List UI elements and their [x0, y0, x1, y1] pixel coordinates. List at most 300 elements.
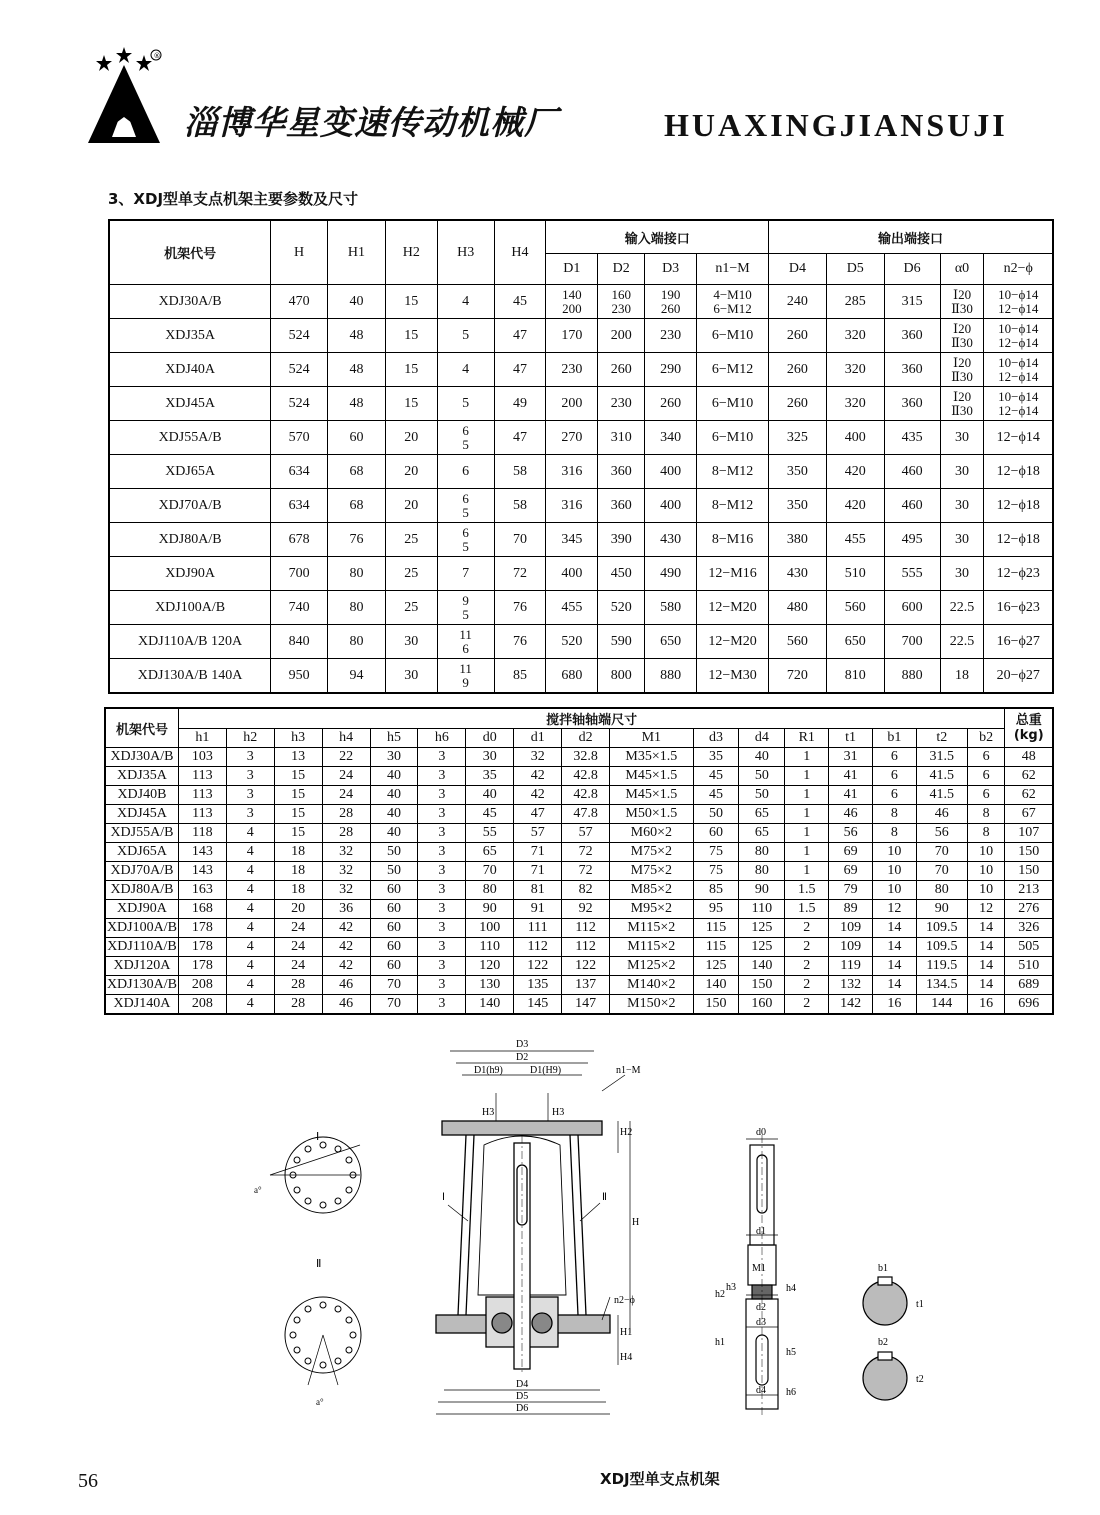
table-cell: 140 200 [546, 285, 598, 319]
table-cell: 3 [418, 767, 466, 786]
svg-text:H3: H3 [552, 1107, 565, 1118]
table-cell: 325 [768, 421, 826, 455]
table-cell: 460 [884, 489, 940, 523]
frame-code-cell: XDJ55A/B [105, 824, 178, 843]
table-cell: 140 [466, 995, 514, 1015]
table-cell: 168 [178, 900, 226, 919]
table-cell: 55 [466, 824, 514, 843]
table-cell: 430 [645, 523, 697, 557]
table-cell: 680 [546, 659, 598, 694]
frame-code-cell: XDJ110A/B [105, 938, 178, 957]
flange-view-I [254, 1131, 361, 1213]
table-cell: 115 [693, 919, 739, 938]
table-cell: 3 [418, 748, 466, 767]
table-cell: 880 [884, 659, 940, 694]
table-cell: 15 [274, 767, 322, 786]
svg-text:H4: H4 [620, 1352, 633, 1363]
bolt-hole [335, 1146, 341, 1152]
table-cell: 85 [693, 881, 739, 900]
table-cell: 56 [916, 824, 967, 843]
table-cell: 12−ϕ23 [984, 557, 1053, 591]
table-cell: 178 [178, 957, 226, 976]
table-cell: 112 [514, 938, 562, 957]
table-cell: Ⅰ20 Ⅱ30 [940, 353, 984, 387]
frame-params-table [108, 219, 1054, 694]
table-cell: 14 [873, 938, 917, 957]
table-cell: 32.8 [562, 748, 610, 767]
table-cell: 45 [693, 786, 739, 805]
table-cell: 720 [768, 659, 826, 694]
table-cell: 6 [873, 786, 917, 805]
table-cell: 4 [226, 843, 274, 862]
header2-weight: 总重 (kg) [1005, 708, 1053, 748]
bolt-hole [320, 1142, 326, 1148]
svg-text:M1: M1 [752, 1263, 766, 1274]
table-cell: 11 9 [437, 659, 494, 694]
header-n2phi: n2−ϕ [984, 254, 1053, 285]
table-cell: 147 [562, 995, 610, 1015]
table-cell: 12−ϕ14 [984, 421, 1053, 455]
table-cell: 16 [967, 995, 1005, 1015]
header-H4: H4 [494, 220, 546, 285]
svg-text:h5: h5 [786, 1347, 796, 1358]
table-cell: 122 [514, 957, 562, 976]
table-cell: 10−ϕ14 12−ϕ14 [984, 387, 1053, 421]
frame-code-cell: XDJ45A [109, 387, 271, 421]
table-cell: 42 [322, 957, 370, 976]
table-cell: 7 [437, 557, 494, 591]
table-cell: 109.5 [916, 938, 967, 957]
table-cell: 360 [884, 319, 940, 353]
header2-h5: h5 [370, 729, 418, 748]
figure-caption: XDJ型单支点机架 [600, 1470, 720, 1488]
header2-d1: d1 [514, 729, 562, 748]
table-cell: 22.5 [940, 625, 984, 659]
table-cell: 160 [739, 995, 785, 1015]
svg-text:d3: d3 [756, 1317, 766, 1328]
table-cell: 1.5 [785, 900, 829, 919]
frame-params-body [109, 285, 1053, 694]
table-row [109, 557, 1053, 591]
table-cell: 71 [514, 862, 562, 881]
table-cell: 30 [940, 455, 984, 489]
table-cell: 95 [693, 900, 739, 919]
table-cell: 380 [768, 523, 826, 557]
table-cell: 70 [370, 995, 418, 1015]
table-cell: 91 [514, 900, 562, 919]
table-cell: 12−ϕ18 [984, 523, 1053, 557]
table-cell: 48 [328, 387, 386, 421]
frame-code-cell: XDJ120A [105, 957, 178, 976]
table-cell: 178 [178, 938, 226, 957]
table-cell: 70 [466, 862, 514, 881]
table-cell: 24 [322, 767, 370, 786]
table-cell: 70 [370, 976, 418, 995]
table-cell: 72 [562, 862, 610, 881]
table-cell: M50×1.5 [610, 805, 694, 824]
table-cell: M140×2 [610, 976, 694, 995]
table-cell: 10 [967, 862, 1005, 881]
table-cell: 400 [826, 421, 884, 455]
svg-text:d4: d4 [756, 1385, 766, 1396]
svg-text:H3: H3 [482, 1107, 495, 1118]
table-cell: 65 [739, 805, 785, 824]
table-cell: 230 [645, 319, 697, 353]
table-cell: 40 [370, 767, 418, 786]
header-n1M: n1−M [697, 254, 769, 285]
table-cell: 42 [322, 919, 370, 938]
table-cell: 200 [598, 319, 645, 353]
table-cell: M115×2 [610, 919, 694, 938]
table-cell: 22.5 [940, 591, 984, 625]
table-cell: 700 [271, 557, 328, 591]
svg-text:D1(H9): D1(H9) [530, 1065, 562, 1076]
frame-code-cell: XDJ90A [105, 900, 178, 919]
table-cell: 3 [226, 805, 274, 824]
table-row [105, 748, 1053, 767]
table-cell: 2 [785, 957, 829, 976]
table-cell: 90 [916, 900, 967, 919]
table-row [109, 489, 1053, 523]
table-cell: 650 [645, 625, 697, 659]
table-cell: 810 [826, 659, 884, 694]
table-cell: 47 [494, 319, 546, 353]
table-cell: 3 [418, 900, 466, 919]
table-cell: 20 [385, 489, 437, 523]
table-cell: Ⅰ20 Ⅱ30 [940, 319, 984, 353]
section-title: 3、XDJ型单支点机架主要参数及尺寸 [108, 190, 359, 208]
table-cell: Ⅰ20 Ⅱ30 [940, 285, 984, 319]
table-cell: 2 [785, 976, 829, 995]
table-cell: 120 [466, 957, 514, 976]
table-cell: 60 [370, 900, 418, 919]
table-cell: 40 [370, 786, 418, 805]
table-cell: 4 [437, 353, 494, 387]
bolt-hole [346, 1317, 352, 1323]
header2-d0: d0 [466, 729, 514, 748]
table-cell: 16 [873, 995, 917, 1015]
bolt-hole [294, 1187, 300, 1193]
label-alpha-I: a° [254, 1185, 262, 1195]
table-row [105, 995, 1053, 1015]
svg-text:H: H [632, 1217, 640, 1228]
table-cell: 40 [466, 786, 514, 805]
table-cell: 32 [322, 843, 370, 862]
page-header [84, 45, 1064, 145]
table-cell: 10 [967, 881, 1005, 900]
header-D2: D2 [598, 254, 645, 285]
table-row [105, 957, 1053, 976]
table-cell: 4 [226, 900, 274, 919]
header-frame-code: 机架代号 [109, 220, 271, 285]
table-cell: 6 [873, 748, 917, 767]
table-cell: 135 [514, 976, 562, 995]
shaft-end-detail [746, 1135, 778, 1415]
svg-text:n2−ϕ: n2−ϕ [614, 1295, 635, 1306]
table-cell: 30 [940, 557, 984, 591]
table-cell: 4 [226, 881, 274, 900]
table-cell: 119.5 [916, 957, 967, 976]
table-cell: 18 [940, 659, 984, 694]
table-cell: 113 [178, 805, 226, 824]
table-cell: 132 [829, 976, 873, 995]
table-cell: 2 [785, 919, 829, 938]
table-cell: 260 [768, 353, 826, 387]
svg-text:®: ® [153, 52, 161, 60]
table-cell: 10 [873, 881, 917, 900]
table-row [109, 659, 1053, 694]
table-cell: 3 [418, 881, 466, 900]
table-cell: 80 [466, 881, 514, 900]
table-row [109, 455, 1053, 489]
table-cell: 524 [271, 387, 328, 421]
table-cell: 41.5 [916, 767, 967, 786]
table-cell: 107 [1005, 824, 1053, 843]
table-cell: 4−M10 6−M12 [697, 285, 769, 319]
table-cell: M125×2 [610, 957, 694, 976]
bolt-hole [294, 1347, 300, 1353]
frame-code-cell: XDJ40A [109, 353, 271, 387]
frame-code-cell: XDJ100A/B [109, 591, 271, 625]
table-row [105, 976, 1053, 995]
table-cell: 137 [562, 976, 610, 995]
table-cell: 90 [739, 881, 785, 900]
table-cell: 520 [598, 591, 645, 625]
table-cell: 80 [739, 843, 785, 862]
bolt-hole [346, 1347, 352, 1353]
table-cell: 316 [546, 455, 598, 489]
table-cell: 109 [829, 919, 873, 938]
header-H: H [271, 220, 328, 285]
table-cell: 47 [494, 421, 546, 455]
table-cell: 62 [1005, 786, 1053, 805]
table-cell: 5 [437, 319, 494, 353]
flange-view-II [285, 1258, 361, 1407]
table-cell: 950 [271, 659, 328, 694]
svg-text:b2: b2 [878, 1337, 888, 1348]
table-cell: 150 [739, 976, 785, 995]
table-cell: 3 [418, 995, 466, 1015]
table-cell: 3 [418, 805, 466, 824]
table-cell: 470 [271, 285, 328, 319]
table-cell: 118 [178, 824, 226, 843]
table-cell: 72 [494, 557, 546, 591]
table-cell: 42 [322, 938, 370, 957]
table-cell: 12−M30 [697, 659, 769, 694]
bolt-hole [320, 1302, 326, 1308]
table-cell: 320 [826, 387, 884, 421]
bolt-hole [294, 1317, 300, 1323]
table-cell: 9 5 [437, 591, 494, 625]
table-cell: 45 [466, 805, 514, 824]
table-cell: 76 [494, 625, 546, 659]
table-cell: 72 [562, 843, 610, 862]
table-cell: 15 [274, 805, 322, 824]
table-cell: 6−M10 [697, 421, 769, 455]
table-cell: 92 [562, 900, 610, 919]
table-cell: M95×2 [610, 900, 694, 919]
table-cell: 350 [768, 455, 826, 489]
table-cell: 163 [178, 881, 226, 900]
table-cell: 4 [226, 824, 274, 843]
svg-text:D3: D3 [516, 1039, 529, 1050]
frame-code-cell: XDJ65A [105, 843, 178, 862]
table-cell: 560 [826, 591, 884, 625]
table-cell: 12−M20 [697, 591, 769, 625]
table-cell: 510 [1005, 957, 1053, 976]
table-cell: 3 [418, 843, 466, 862]
table-cell: 47.8 [562, 805, 610, 824]
table-cell: 8 [873, 824, 917, 843]
table-cell: 14 [967, 938, 1005, 957]
table-cell: 430 [768, 557, 826, 591]
table-cell: 30 [466, 748, 514, 767]
svg-text:H1: H1 [620, 1327, 633, 1338]
frame-code-cell: XDJ45A [105, 805, 178, 824]
table-cell: 111 [514, 919, 562, 938]
svg-text:d0: d0 [756, 1127, 766, 1138]
table-cell: 60 [370, 881, 418, 900]
table-cell: 113 [178, 786, 226, 805]
table-cell: 480 [768, 591, 826, 625]
table-cell: 24 [274, 957, 322, 976]
table-cell: 390 [598, 523, 645, 557]
table-cell: 24 [274, 919, 322, 938]
table-cell: 112 [562, 919, 610, 938]
table-cell: 450 [598, 557, 645, 591]
frame-code-cell: XDJ80A/B [109, 523, 271, 557]
table-cell: 10−ϕ14 12−ϕ14 [984, 285, 1053, 319]
table-cell: 12−ϕ18 [984, 455, 1053, 489]
table-cell: 48 [328, 353, 386, 387]
table-cell: 15 [385, 387, 437, 421]
table-cell: 30 [370, 748, 418, 767]
table-cell: 113 [178, 767, 226, 786]
table-cell: 2 [785, 938, 829, 957]
table-cell: 125 [739, 919, 785, 938]
frame-code-cell: XDJ30A/B [105, 748, 178, 767]
frame-code-cell: XDJ55A/B [109, 421, 271, 455]
frame-code-cell: XDJ100A/B [105, 919, 178, 938]
table-cell: 47 [494, 353, 546, 387]
table-cell: 12−M16 [697, 557, 769, 591]
frame-code-cell: XDJ140A [105, 995, 178, 1015]
table-cell: 58 [494, 489, 546, 523]
svg-text:t1: t1 [916, 1299, 924, 1310]
table-cell: 840 [271, 625, 328, 659]
table-cell: 150 [693, 995, 739, 1015]
table-cell: 12 [873, 900, 917, 919]
table-cell: 200 [546, 387, 598, 421]
bolt-hole [350, 1332, 356, 1338]
frame-code-cell: XDJ70A/B [109, 489, 271, 523]
table-cell: 30 [940, 421, 984, 455]
label-II: Ⅱ [316, 1258, 322, 1270]
table-cell: 56 [829, 824, 873, 843]
table-cell: M35×1.5 [610, 748, 694, 767]
table-cell: 12 [967, 900, 1005, 919]
table-cell: 18 [274, 881, 322, 900]
svg-text:Ⅱ: Ⅱ [602, 1192, 607, 1203]
table-cell: 8−M16 [697, 523, 769, 557]
frame-code-cell: XDJ70A/B [105, 862, 178, 881]
table-cell: 3 [418, 786, 466, 805]
table-cell: 5 [437, 387, 494, 421]
table-cell: 260 [598, 353, 645, 387]
table-cell: 1 [785, 862, 829, 881]
table-cell: 6 [873, 767, 917, 786]
header2-t1: t1 [829, 729, 873, 748]
table-cell: 30 [385, 659, 437, 694]
frame-code-cell: XDJ80A/B [105, 881, 178, 900]
header-D4: D4 [768, 254, 826, 285]
table-cell: 30 [940, 523, 984, 557]
table-cell: 125 [693, 957, 739, 976]
table-cell: 740 [271, 591, 328, 625]
table-cell: 689 [1005, 976, 1053, 995]
table-cell: 144 [916, 995, 967, 1015]
table-cell: M75×2 [610, 862, 694, 881]
table-cell: 190 260 [645, 285, 697, 319]
header2-h6: h6 [418, 729, 466, 748]
bolt-hole [320, 1362, 326, 1368]
table-cell: 10−ϕ14 12−ϕ14 [984, 319, 1053, 353]
table-cell: 75 [693, 843, 739, 862]
table-cell: 42 [514, 767, 562, 786]
table-cell: 134.5 [916, 976, 967, 995]
table-cell: 57 [514, 824, 562, 843]
svg-text:n1−M: n1−M [616, 1065, 641, 1076]
table-cell: 490 [645, 557, 697, 591]
frame-code-cell: XDJ35A [105, 767, 178, 786]
bolt-hole [290, 1332, 296, 1338]
table-cell: 12−M20 [697, 625, 769, 659]
table-row [105, 786, 1053, 805]
table-cell: 8 [967, 805, 1005, 824]
table-cell: 276 [1005, 900, 1053, 919]
table-cell: 65 [739, 824, 785, 843]
table-cell: 32 [514, 748, 562, 767]
table-cell: 4 [437, 285, 494, 319]
table-cell: Ⅰ20 Ⅱ30 [940, 387, 984, 421]
table-cell: 25 [385, 591, 437, 625]
table-cell: 455 [826, 523, 884, 557]
table-cell: 24 [274, 938, 322, 957]
xdj-frame-drawing [230, 1035, 1050, 1455]
table-cell: 6 5 [437, 523, 494, 557]
table-row [109, 387, 1053, 421]
table-cell: 143 [178, 862, 226, 881]
shaft-dims-table [104, 707, 1054, 1015]
table-cell: 6 [967, 767, 1005, 786]
table-cell: 590 [598, 625, 645, 659]
table-cell: 240 [768, 285, 826, 319]
table-cell: 42.8 [562, 786, 610, 805]
table-cell: 520 [546, 625, 598, 659]
table-cell: 345 [546, 523, 598, 557]
table-cell: M60×2 [610, 824, 694, 843]
table-cell: 800 [598, 659, 645, 694]
table-cell: 260 [768, 319, 826, 353]
table-row [109, 421, 1053, 455]
table-cell: 455 [546, 591, 598, 625]
table-cell: 22 [322, 748, 370, 767]
table-cell: 160 230 [598, 285, 645, 319]
table-cell: 18 [274, 862, 322, 881]
table-cell: 260 [768, 387, 826, 421]
table-row [105, 900, 1053, 919]
table-cell: 110 [739, 900, 785, 919]
